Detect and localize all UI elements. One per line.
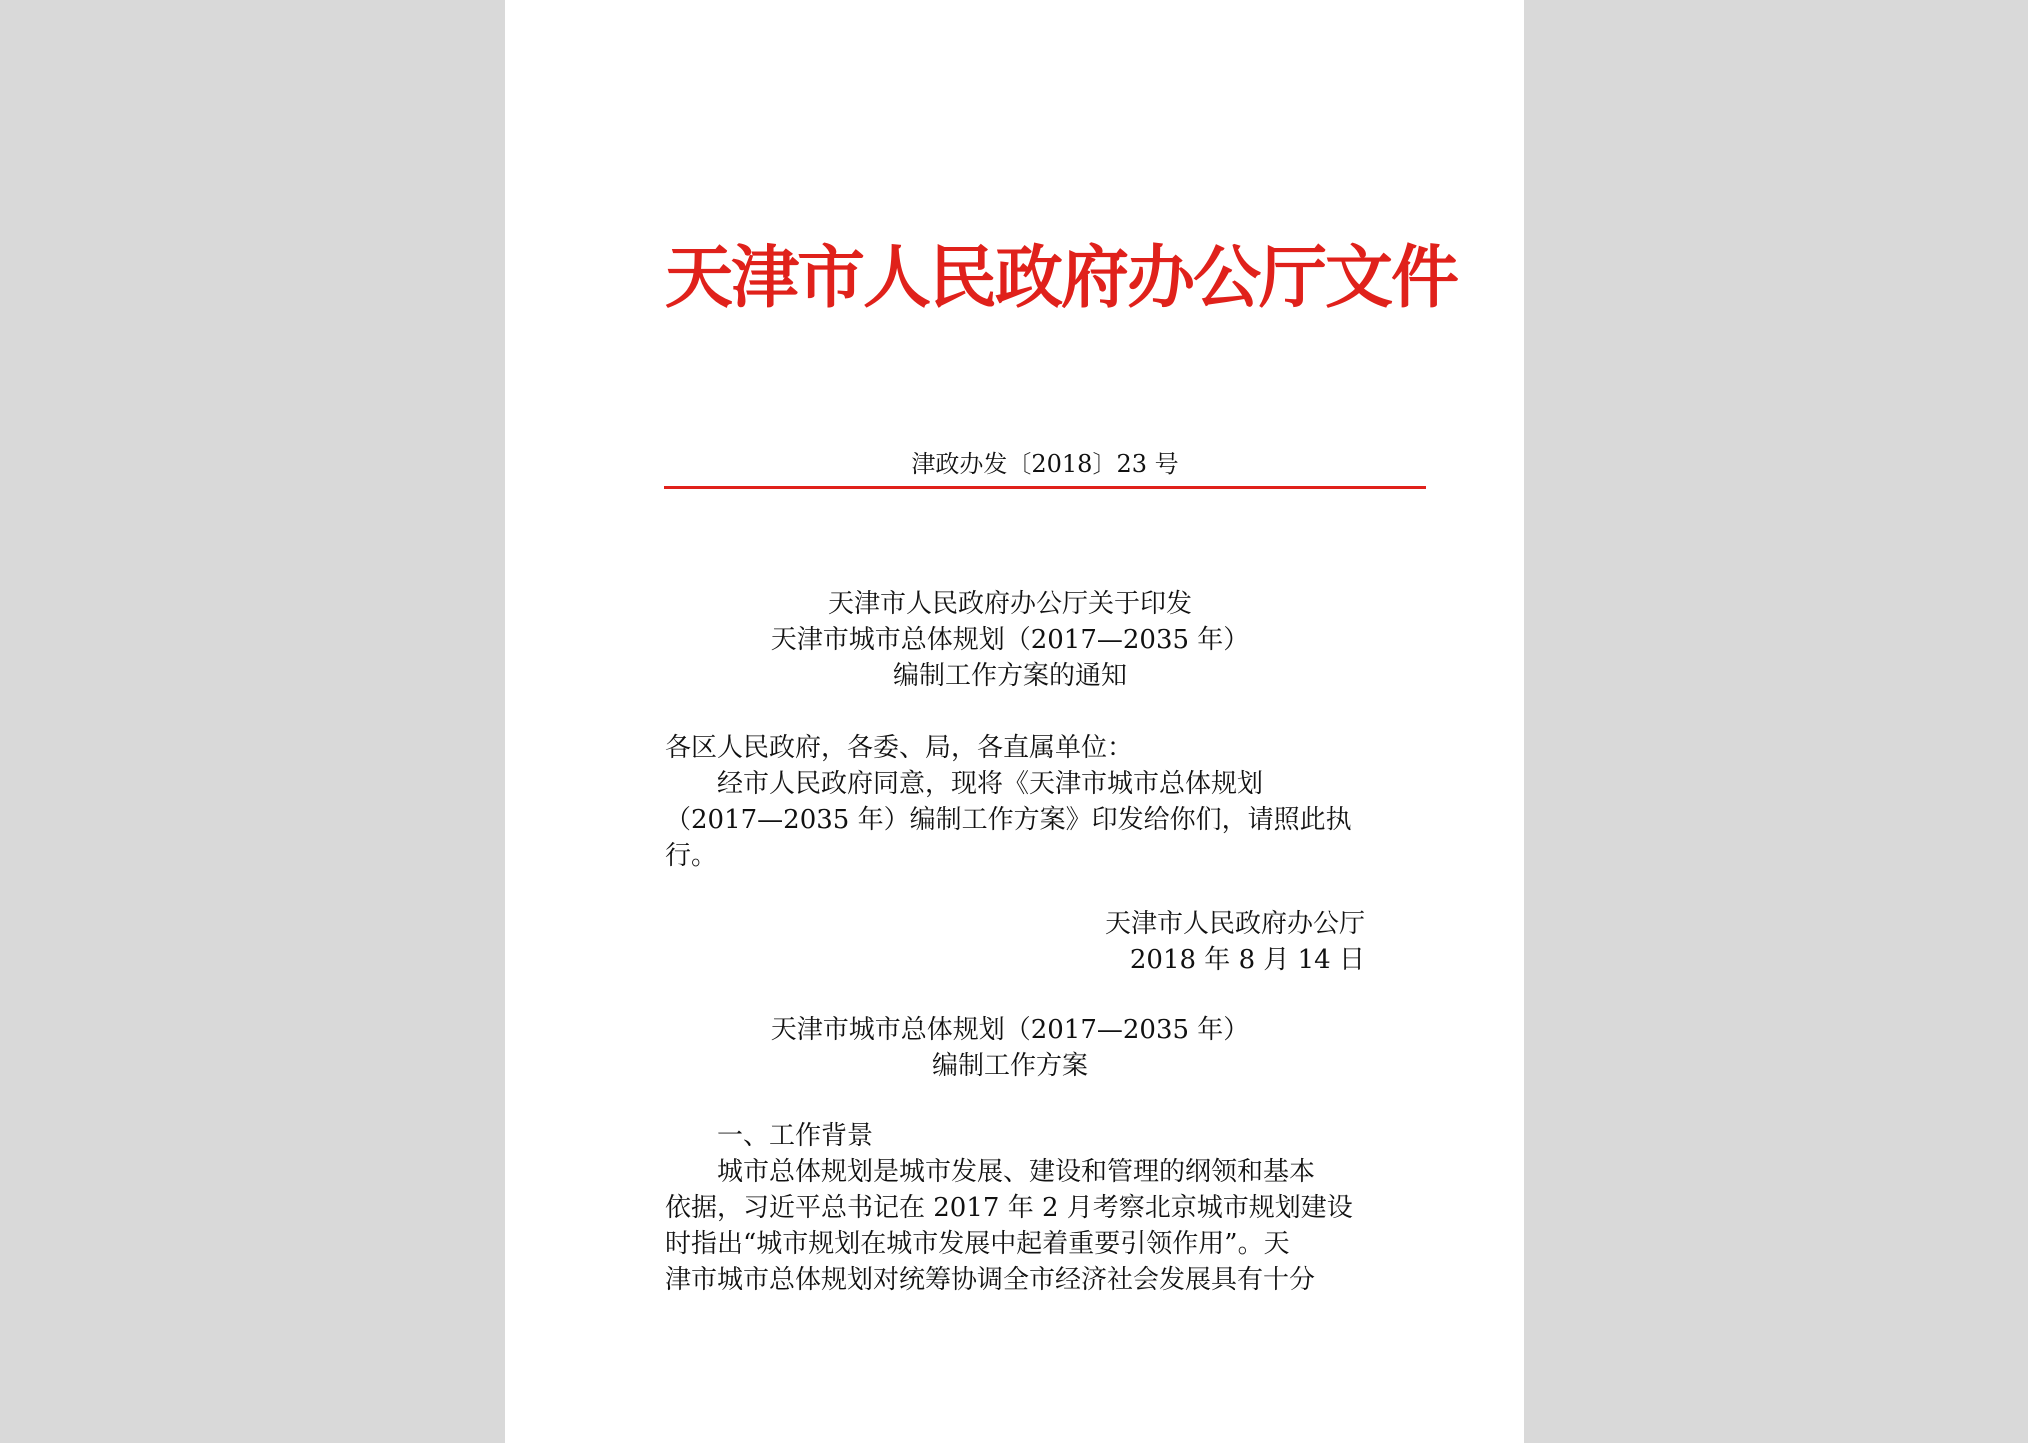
notice-body-line: 行。	[665, 841, 718, 871]
plan-title-line: 编制工作方案	[931, 1051, 1088, 1081]
signature-date: 2018 年 8 月 14 日	[1129, 945, 1365, 975]
section-body-line: 津市城市总体规划对统筹协调全市经济社会发展具有十分	[665, 1265, 1316, 1295]
section-body-line: 城市总体规划是城市发展、建设和管理的纲领和基本	[717, 1157, 1316, 1187]
section-body-line: 依据，习近平总书记在 2017 年 2 月考察北京城市规划建设	[665, 1193, 1353, 1223]
notice-title	[665, 586, 1355, 694]
notice-title-line: 天津市城市总体规划（2017—2035 年）	[770, 625, 1250, 655]
section-body	[665, 1154, 1365, 1298]
addressee: 各区人民政府，各委、局，各直属单位：	[665, 733, 1134, 763]
section-body-line: 时指出“城市规划在城市发展中起着重要引领作用”。天	[665, 1229, 1290, 1259]
notice-title-line: 编制工作方案的通知	[892, 661, 1127, 691]
document-number: 津政办发〔2018〕23 号	[911, 450, 1179, 478]
notice-body	[665, 766, 1365, 874]
section-heading: 一、工作背景	[717, 1121, 874, 1151]
notice-body-line: （2017—2035 年）编制工作方案》印发给你们，请照此执	[665, 805, 1352, 835]
plan-title	[665, 1012, 1355, 1084]
issuer-header: 天津市人民政府办公厅文件	[665, 239, 1458, 318]
notice-title-line: 天津市人民政府办公厅关于印发	[827, 589, 1192, 619]
signature-org: 天津市人民政府办公厅	[1104, 909, 1365, 939]
plan-title-line: 天津市城市总体规划（2017—2035 年）	[770, 1015, 1250, 1045]
notice-body-line: 经市人民政府同意，现将《天津市城市总体规划	[717, 769, 1264, 799]
document-page	[505, 0, 1524, 1443]
red-divider-line	[664, 486, 1426, 489]
signature-block	[665, 906, 1365, 978]
